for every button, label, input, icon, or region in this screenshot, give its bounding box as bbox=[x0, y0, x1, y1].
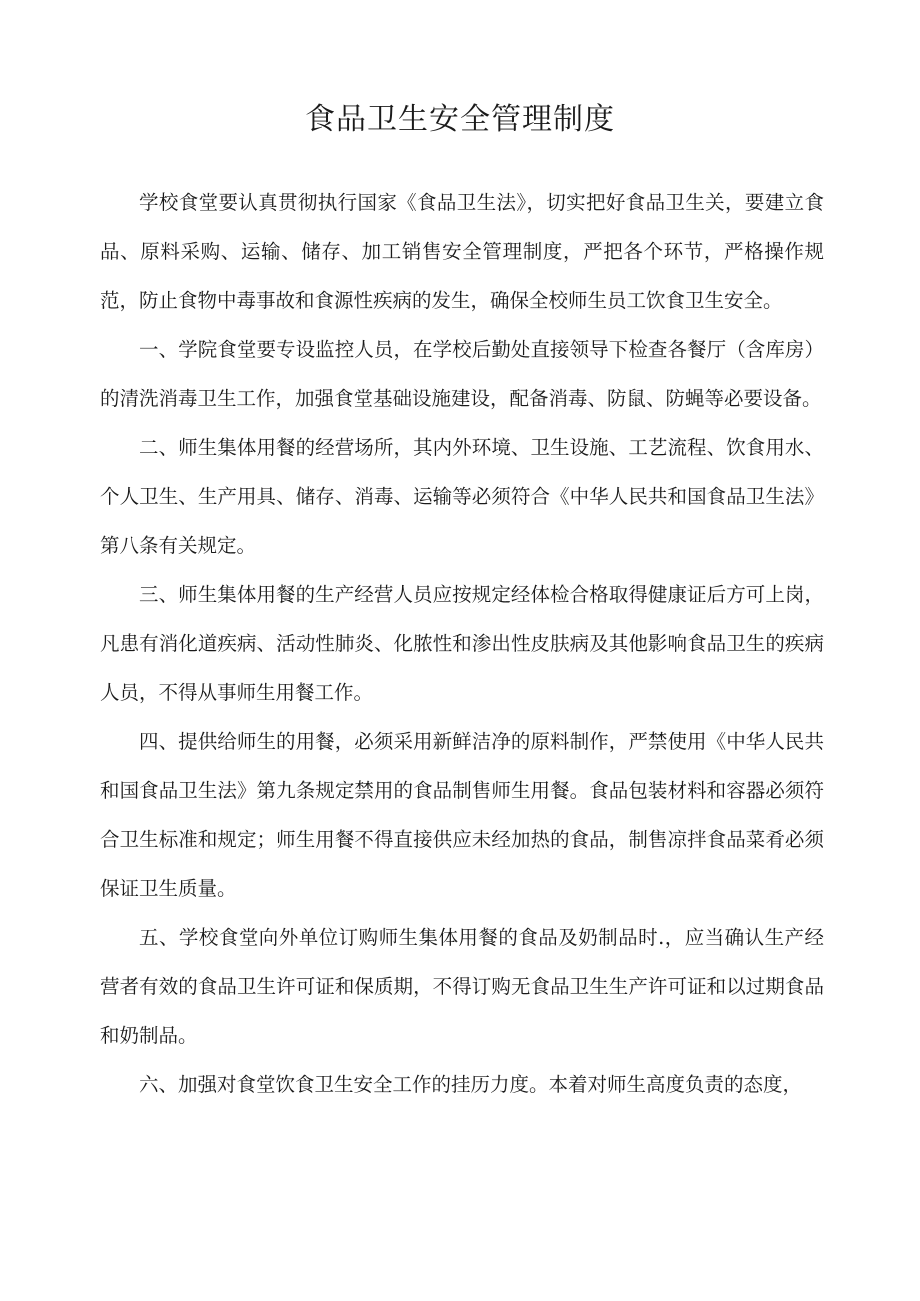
clause-6-paragraph: 六、加强对食堂饮食卫生安全工作的挂历力度。本着对师生高度负责的态度， bbox=[139, 1073, 803, 1096]
clause-4-paragraph: 四、提供给师生的用餐，必须采用新鲜洁净的原料制作，严禁使用《中华人民共和国食品卫生法》第九条规定禁用的食品制售师生用餐。食品包装材料和容器必须符合卫生标准和规定；师生用餐不得直接供应未经加热的食品，制售凉拌食品菜肴必须保证卫生质量。 bbox=[100, 730, 824, 900]
clause-1-paragraph: 一、学院食堂要专设监控人员，在学校后勤处直接领导下检查各餐厅（含库房）的清洗消毒卫生工作，加强食堂基础设施建设，配备消毒、防鼠、防蝇等必要设备。 bbox=[100, 338, 824, 410]
document-title: 食品卫生安全管理制度 bbox=[305, 102, 615, 137]
document-body bbox=[100, 178, 824, 1109]
clause-5-paragraph: 五、学校食堂向外单位订购师生集体用餐的食品及奶制品时.，应当确认生产经营者有效的食品卫生许可证和保质期，不得订购无食品卫生生产许可证和以过期食品和奶制品。 bbox=[100, 926, 824, 1047]
clause-2-paragraph: 二、师生集体用餐的经营场所，其内外环境、卫生设施、工艺流程、饮食用水、个人卫生、生产用具、储存、消毒、运输等必须符合《中华人民共和国食品卫生法》第八条有关规定。 bbox=[100, 436, 824, 557]
clause-3-paragraph: 三、师生集体用餐的生产经营人员应按规定经体检合格取得健康证后方可上岗，凡患有消化道疾病、活动性肺炎、化脓性和渗出性皮肤病及其他影响食品卫生的疾病人员，不得从事师生用餐工作。 bbox=[100, 583, 824, 704]
intro-paragraph: 学校食堂要认真贯彻执行国家《食品卫生法》，切实把好食品卫生关，要建立食品、原料采购、运输、储存、加工销售安全管理制度，严把各个环节，严格操作规范，防止食物中毒事故和食源性疾病的发生，确保全校师生员工饮食卫生安全。 bbox=[100, 191, 824, 312]
